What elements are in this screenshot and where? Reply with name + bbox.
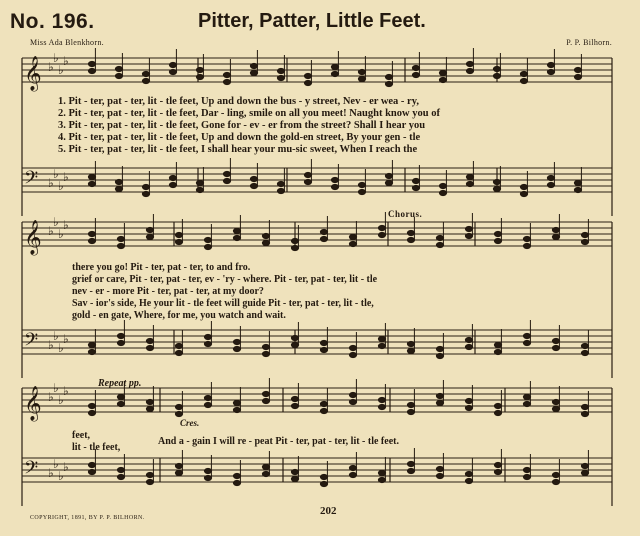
note-head [547,175,554,180]
note-head [146,472,153,477]
flat-sign: ♭ [58,393,64,407]
system2-lyric-1: there you go! Pit - ter, pat - ter, to and fro. [72,262,251,273]
note-head [547,69,554,74]
note-head [439,183,446,188]
note-head [494,342,501,347]
flat-sign: ♭ [53,51,59,65]
note-head [331,71,338,76]
note-head [250,70,257,75]
note-head [581,404,588,409]
system3-lyric-2: lit - tle feet, [72,442,121,453]
note-head [436,473,443,478]
system2-lyric-2: grief or care, Pit - ter, pat - ter, ev - 'ry - where. Pit - ter, pat - ter, lit - tle [72,274,378,285]
note-head [349,392,356,397]
note-head [169,62,176,67]
note-head [291,238,298,243]
note-head [407,461,414,466]
note-head [304,80,311,85]
note-head [142,71,149,76]
note-head [146,338,153,343]
treble-clef: 𝄞 [24,220,42,255]
note-head [523,340,530,345]
note-head [385,74,392,79]
note-head [358,182,365,187]
note-head [142,78,149,83]
hymn-title: Pitter, Patter, Little Feet. [198,10,426,32]
note-head [88,342,95,347]
note-head [117,394,124,399]
note-head [262,344,269,349]
note-head [412,65,419,70]
note-head [331,177,338,182]
note-head [262,240,269,245]
note-head [146,406,153,411]
flat-sign: ♭ [48,60,54,74]
note-head [291,403,298,408]
verse-5: 5. Pit - ter, pat - ter, lit - tle feet, I shall hear your mu-sic sweet, When I reach the [58,144,418,155]
note-head [291,396,298,401]
flat-sign: ♭ [58,227,64,241]
copyright-notice: COPYRIGHT, 1891, BY P. P. BILHORN. [30,515,145,521]
note-head [378,470,385,475]
system2-lyric-5: gold - en gate, Where, for me, you watch and wait. [72,310,286,321]
note-head [349,472,356,477]
note-head [320,401,327,406]
note-head [88,181,95,186]
note-head [581,463,588,468]
flat-sign: ♭ [63,332,69,346]
note-head [547,182,554,187]
note-head [291,245,298,250]
note-head [465,337,472,342]
note-head [349,399,356,404]
note-head [412,185,419,190]
note-head [262,464,269,469]
note-head [88,61,95,66]
note-head [262,471,269,476]
flat-sign: ♭ [53,215,59,229]
note-head [581,343,588,348]
note-head [465,405,472,410]
flat-sign: ♭ [53,457,59,471]
note-head [117,243,124,248]
note-head [523,236,530,241]
note-head [146,227,153,232]
note-head [233,480,240,485]
system3-lyric-3: And a - gain I will re - peat Pit - ter, pat - ter, lit - tle feet. [158,436,399,447]
cres-marking: Cres. [180,418,200,428]
note-head [277,181,284,186]
note-head [146,234,153,239]
note-head [494,231,501,236]
note-head [115,179,122,184]
note-head [494,462,501,467]
note-head [523,394,530,399]
note-head [115,73,122,78]
note-head [117,340,124,345]
note-head [204,244,211,249]
note-head [552,227,559,232]
note-head [88,403,95,408]
treble-clef: 𝄞 [24,386,42,421]
flat-sign: ♭ [58,469,64,483]
verse-4: 4. Pit - ter, pat - ter, lit - tle feet, Up and down the gold-en street, By your gen - tle [58,132,421,143]
note-head [204,468,211,473]
note-head [331,184,338,189]
note-head [493,186,500,191]
note-head [117,401,124,406]
note-head [466,174,473,179]
note-head [581,239,588,244]
note-head [304,73,311,78]
note-head [250,63,257,68]
note-head [581,232,588,237]
note-head [196,187,203,192]
note-head [233,235,240,240]
note-head [169,182,176,187]
note-head [196,180,203,185]
note-head [581,411,588,416]
note-head [204,402,211,407]
flat-sign: ♭ [48,176,54,190]
note-head [88,349,95,354]
note-head [494,469,501,474]
note-head [320,340,327,345]
note-head [552,472,559,477]
note-head [493,66,500,71]
flat-sign: ♭ [63,170,69,184]
note-head [494,238,501,243]
note-head [250,183,257,188]
repeat-marking: Repeat pp. [98,378,142,389]
flat-sign: ♭ [53,167,59,181]
note-head [304,179,311,184]
note-head [436,393,443,398]
flat-sign: ♭ [53,381,59,395]
note-head [493,73,500,78]
note-head [523,474,530,479]
note-head [520,191,527,196]
note-head [117,333,124,338]
note-head [204,237,211,242]
note-head [262,351,269,356]
note-head [146,479,153,484]
note-head [436,235,443,240]
note-head [436,242,443,247]
note-head [233,346,240,351]
note-head [407,409,414,414]
note-head [378,343,385,348]
note-head [175,463,182,468]
note-head [378,404,385,409]
note-head [552,479,559,484]
note-head [204,341,211,346]
note-head [520,71,527,76]
note-head [175,350,182,355]
note-head [277,68,284,73]
note-head [439,77,446,82]
verse-2: 2. Pit - ter, pat - ter, lit - tle feet, Dar - ling, smile on all you meet! Naught know you of [58,108,440,119]
note-head [88,410,95,415]
note-head [223,72,230,77]
note-head [439,70,446,75]
note-head [465,344,472,349]
note-head [88,231,95,236]
note-head [385,81,392,86]
note-head [223,79,230,84]
note-head [277,188,284,193]
note-head [523,401,530,406]
verse-3: 3. Pit - ter, pat - ter, lit - tle feet, Gone for - ev - er from the street? Shall I hear you [58,120,426,131]
note-head [378,225,385,230]
note-head [358,76,365,81]
note-head [523,243,530,248]
note-head [378,477,385,482]
note-head [320,481,327,486]
note-head [520,184,527,189]
note-head [320,347,327,352]
note-head [320,408,327,413]
note-head [175,232,182,237]
note-head [552,338,559,343]
note-head [465,471,472,476]
note-head [349,345,356,350]
note-head [436,466,443,471]
note-head [196,74,203,79]
bass-clef: 𝄢 [24,458,39,483]
note-head [204,395,211,400]
note-head [223,178,230,183]
note-head [436,346,443,351]
note-head [169,69,176,74]
note-head [378,232,385,237]
note-head [465,398,472,403]
flat-sign: ♭ [48,338,54,352]
note-head [378,336,385,341]
note-head [574,67,581,72]
bass-clef: 𝄢 [24,330,39,355]
note-head [494,403,501,408]
note-head [407,468,414,473]
note-head [407,237,414,242]
note-head [88,469,95,474]
note-head [175,343,182,348]
note-head [204,475,211,480]
note-head [466,68,473,73]
system2-lyric-4: Sav - ior's side, He your lit - tle feet will guide Pit - ter, pat - ter, lit - tle, [72,298,374,309]
note-head [142,184,149,189]
note-head [523,467,530,472]
treble-clef: 𝄞 [24,56,42,91]
note-head [465,478,472,483]
note-head [520,78,527,83]
note-head [142,191,149,196]
note-head [581,350,588,355]
note-head [412,72,419,77]
note-head [493,179,500,184]
note-head [175,239,182,244]
flat-sign: ♭ [58,179,64,193]
note-head [358,69,365,74]
note-head [552,399,559,404]
flat-sign: ♭ [63,384,69,398]
system2-lyric-3: nev - er - more Pit - ter, pat - ter, at my door? [72,286,264,297]
note-head [331,64,338,69]
note-head [436,400,443,405]
flat-sign: ♭ [63,54,69,68]
note-head [320,229,327,234]
note-head [146,399,153,404]
note-head [494,410,501,415]
author-credit: Miss Ada Blenkhorn. [30,38,104,47]
note-head [233,339,240,344]
note-head [436,353,443,358]
note-head [320,474,327,479]
note-head [196,67,203,72]
note-head [349,465,356,470]
note-head [304,172,311,177]
note-head [349,352,356,357]
note-head [378,397,385,402]
note-head [115,186,122,191]
flat-sign: ♭ [63,460,69,474]
note-head [175,470,182,475]
page-number: 202 [320,505,337,517]
note-head [117,467,124,472]
note-head [277,75,284,80]
flat-sign: ♭ [58,63,64,77]
note-head [494,349,501,354]
note-head [291,469,298,474]
note-head [466,181,473,186]
note-head [358,189,365,194]
flat-sign: ♭ [48,224,54,238]
note-head [407,402,414,407]
composer-credit: P. P. Bilhorn. [566,38,612,47]
note-head [385,173,392,178]
flat-sign: ♭ [58,341,64,355]
note-head [407,348,414,353]
note-head [115,66,122,71]
note-head [117,474,124,479]
note-head [574,180,581,185]
note-head [291,476,298,481]
note-head [412,178,419,183]
note-head [175,411,182,416]
note-head [320,236,327,241]
note-head [262,233,269,238]
note-head [88,174,95,179]
note-head [88,238,95,243]
note-head [349,241,356,246]
note-head [291,342,298,347]
note-head [523,333,530,338]
flat-sign: ♭ [53,329,59,343]
note-head [175,404,182,409]
note-head [262,391,269,396]
note-head [552,345,559,350]
note-head [349,234,356,239]
note-head [233,473,240,478]
note-head [552,234,559,239]
note-head [574,74,581,79]
bass-clef: 𝄢 [24,168,39,193]
note-head [117,236,124,241]
note-head [547,62,554,67]
note-head [552,406,559,411]
flat-sign: ♭ [48,466,54,480]
note-head [233,400,240,405]
note-head [407,230,414,235]
note-head [465,233,472,238]
note-head [223,171,230,176]
note-head [466,61,473,66]
note-head [88,462,95,467]
note-head [204,334,211,339]
note-head [574,187,581,192]
system3-lyric-1: feet, [72,430,91,441]
flat-sign: ♭ [48,390,54,404]
note-head [250,176,257,181]
note-head [581,470,588,475]
note-head [439,190,446,195]
flat-sign: ♭ [63,218,69,232]
note-head [233,228,240,233]
verse-1: 1. Pit - ter, pat - ter, lit - tle feet, Up and down the bus - y street, Nev - er wea - ry, [58,96,420,107]
note-head [291,335,298,340]
note-head [169,175,176,180]
note-head [465,226,472,231]
note-head [88,68,95,73]
note-head [146,345,153,350]
note-head [407,341,414,346]
chorus-label: Chorus. [388,209,423,219]
note-head [262,398,269,403]
hymn-number: No. 196. [10,10,95,33]
note-head [385,180,392,185]
note-head [233,407,240,412]
